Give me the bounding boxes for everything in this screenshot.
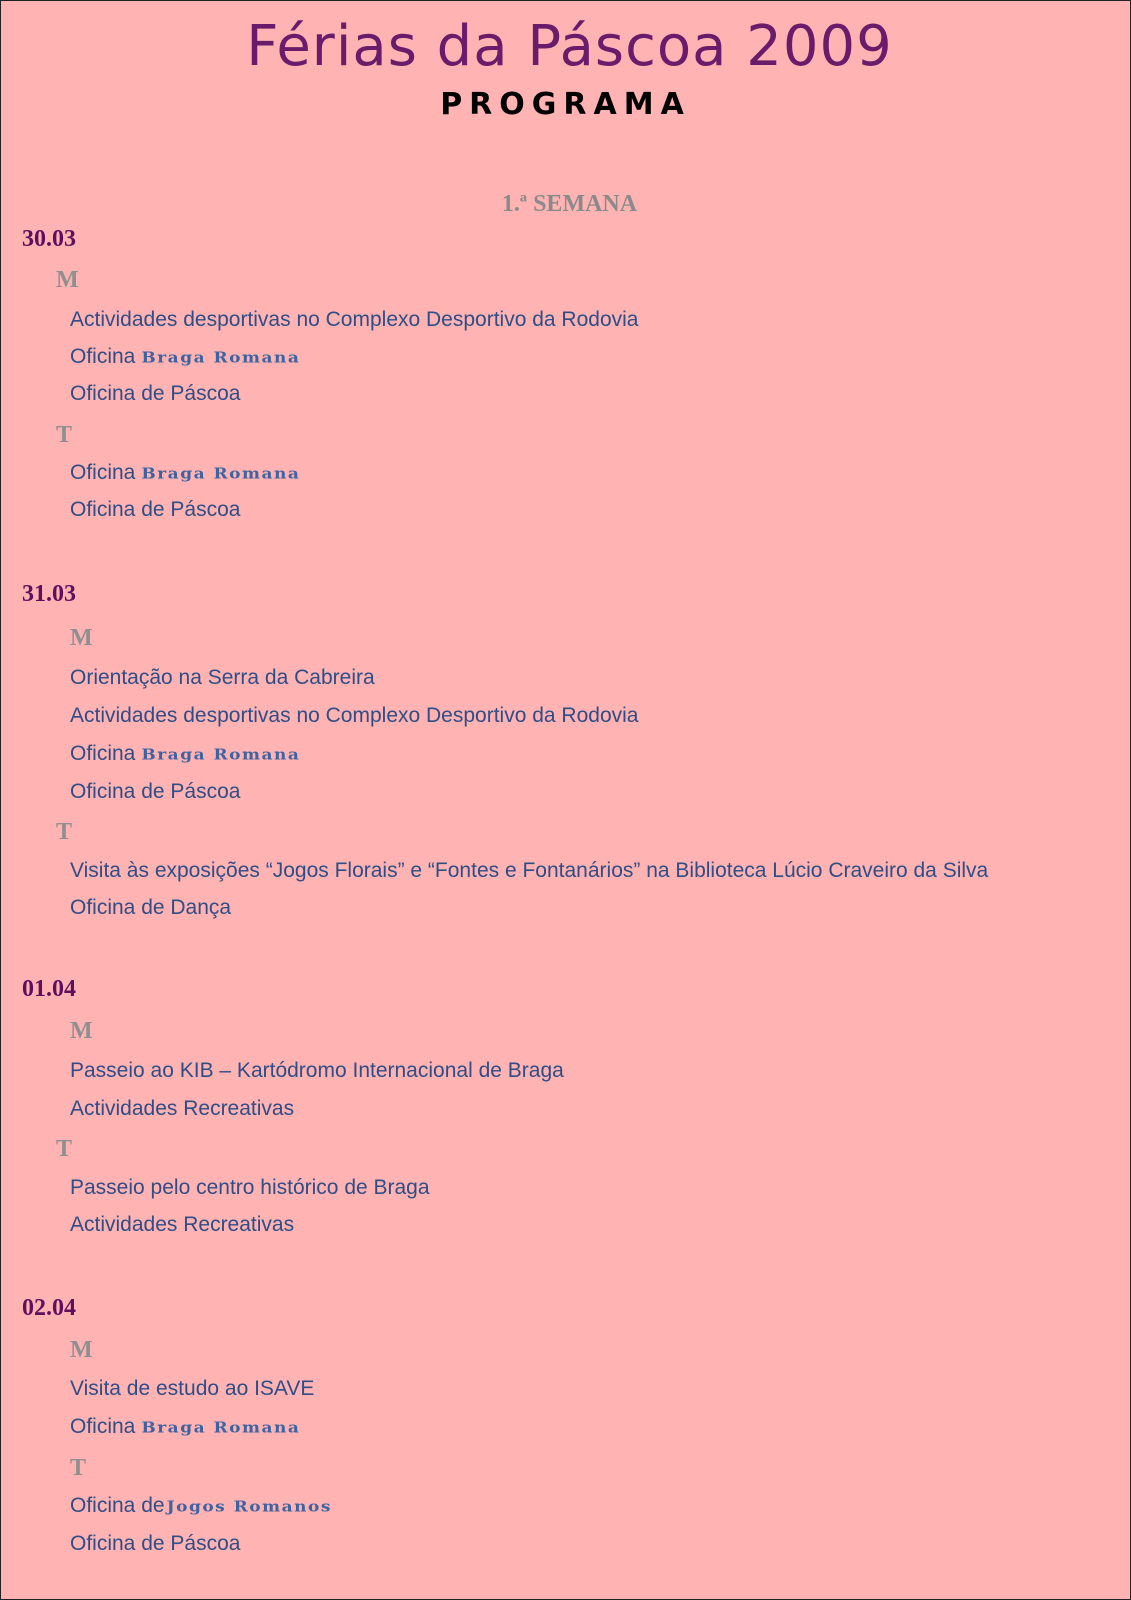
activity-item bbox=[70, 1414, 300, 1441]
activity-highlight: Braga Romana bbox=[141, 1419, 301, 1437]
morning-label: M bbox=[56, 267, 79, 293]
day-date: 30.03 bbox=[22, 226, 76, 252]
activity-item: Orientação na Serra da Cabreira bbox=[70, 666, 375, 689]
activity-item: Oficina de Páscoa bbox=[70, 780, 241, 803]
afternoon-label: T bbox=[56, 819, 73, 845]
activity-item: Oficina de Páscoa bbox=[70, 498, 241, 521]
activity-highlight: Braga Romana bbox=[141, 465, 301, 483]
week-heading: 1.ª SEMANA bbox=[501, 191, 638, 217]
day-date: 02.04 bbox=[22, 1295, 76, 1321]
activity-highlight: Jogos Romanos bbox=[166, 1498, 332, 1516]
activity-item: Oficina de Dança bbox=[70, 896, 232, 919]
afternoon-label: T bbox=[56, 1136, 73, 1162]
activity-item bbox=[70, 344, 300, 371]
activity-text: Oficina bbox=[70, 742, 136, 765]
activity-item bbox=[70, 741, 300, 768]
activity-text: Oficina bbox=[70, 1415, 136, 1438]
page-title: Férias da Páscoa 2009 bbox=[246, 14, 893, 79]
activity-item: Passeio pelo centro histórico de Braga bbox=[70, 1176, 430, 1199]
activity-item: Actividades desportivas no Complexo Desportivo da Rodovia bbox=[70, 308, 639, 331]
morning-label: M bbox=[70, 625, 93, 651]
activity-text: Oficina bbox=[70, 345, 136, 368]
activity-text: Oficina de bbox=[70, 1494, 165, 1517]
activity-item: Visita às exposições “Jogos Florais” e “Fontes e Fontanários” na Biblioteca Lúcio Craveiro da Silva bbox=[70, 859, 989, 882]
morning-label: M bbox=[70, 1018, 93, 1044]
activity-item: Actividades Recreativas bbox=[70, 1213, 295, 1236]
activity-highlight: Braga Romana bbox=[141, 349, 301, 367]
activity-highlight: Braga Romana bbox=[141, 746, 301, 764]
activity-item: Actividades Recreativas bbox=[70, 1097, 295, 1120]
activity-text: Oficina bbox=[70, 461, 136, 484]
activity-item: Oficina de Páscoa bbox=[70, 1532, 241, 1555]
activity-item: Oficina de Páscoa bbox=[70, 382, 241, 405]
activity-item: Passeio ao KIB – Kartódromo Internacional de Braga bbox=[70, 1059, 564, 1082]
afternoon-label: T bbox=[70, 1455, 87, 1481]
day-date: 01.04 bbox=[22, 976, 76, 1002]
activity-item: Visita de estudo ao ISAVE bbox=[70, 1377, 315, 1400]
page-subtitle: PROGRAMA bbox=[440, 87, 691, 122]
afternoon-label: T bbox=[56, 422, 73, 448]
day-date: 31.03 bbox=[22, 581, 76, 607]
morning-label: M bbox=[70, 1337, 93, 1363]
activity-item: Actividades desportivas no Complexo Desportivo da Rodovia bbox=[70, 704, 639, 727]
activity-item bbox=[70, 1493, 332, 1520]
activity-item bbox=[70, 460, 300, 487]
